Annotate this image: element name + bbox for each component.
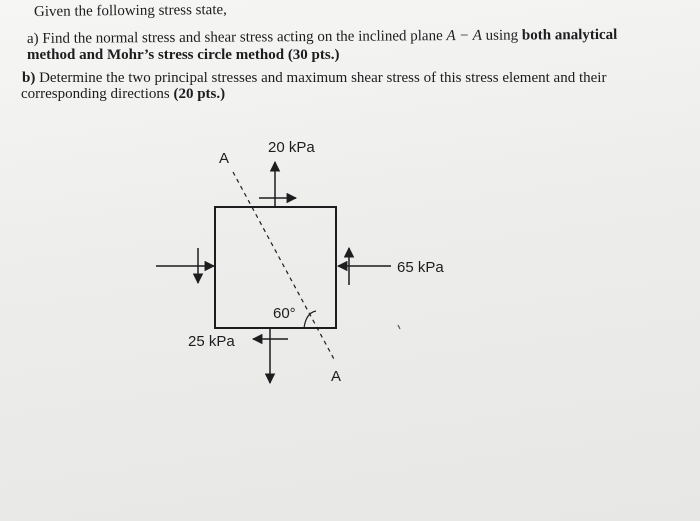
plane-label-bottom: A (331, 368, 342, 385)
intro-text: Given the following stress state, (33, 1, 227, 20)
right-stress-label: 65 kPa (397, 259, 444, 276)
method-2: method and Mohr’s stress circle method (27, 47, 285, 63)
part-a-text: Find the normal stress and shear stress acting on the inclined plane (42, 28, 443, 47)
top-stress-label: 20 kPa (268, 139, 315, 156)
angle-label: 60° (273, 305, 296, 322)
inclined-plane-line (233, 172, 335, 361)
stray-mark (398, 325, 400, 329)
part-b-points: (20 pts.) (173, 86, 226, 102)
part-a-marker: a) (26, 30, 39, 47)
plane-label-top: A (219, 150, 230, 167)
angle-arc (304, 311, 316, 328)
part-b-text-2: corresponding directions (21, 86, 170, 102)
shear-stress-label: 25 kPa (188, 333, 235, 350)
method-1: both analytical (521, 26, 618, 44)
part-b-text-1: Determine the two principal stresses and maximum shear stress of this stress element and their (39, 70, 607, 86)
part-a-using: using (485, 27, 519, 44)
part-b-marker: b) (22, 70, 36, 86)
plane-name: A − A (446, 27, 482, 45)
part-a-points: (30 pts.) (287, 47, 340, 63)
